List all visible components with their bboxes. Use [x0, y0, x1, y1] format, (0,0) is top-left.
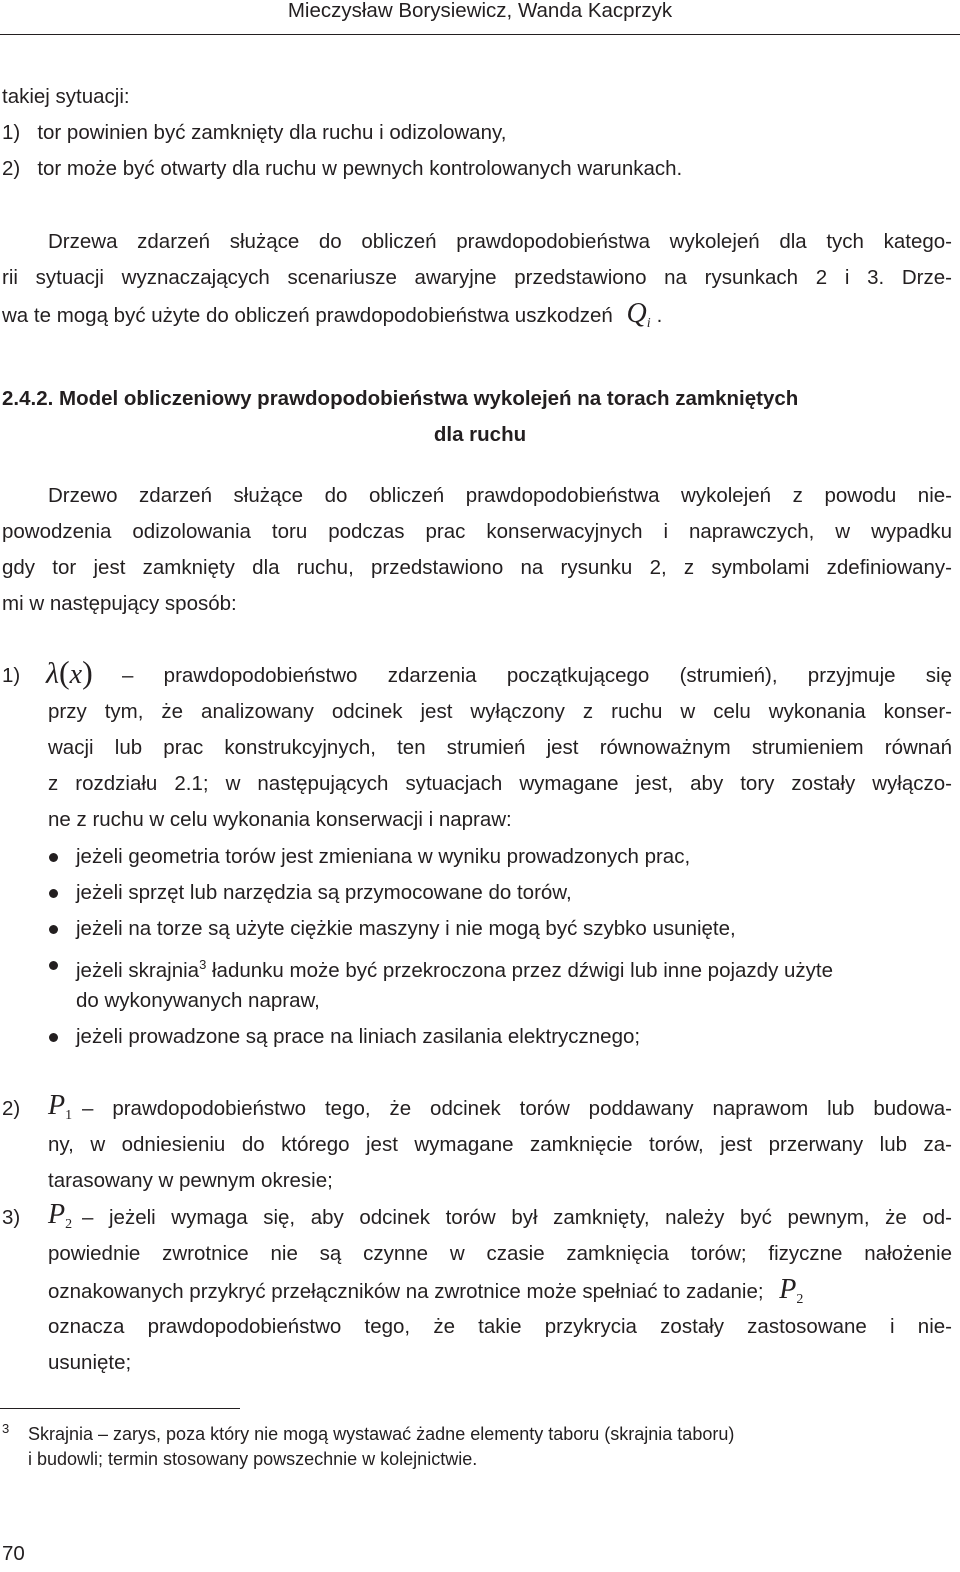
item1-number: 1)	[2, 664, 21, 687]
para2-line-1: Drzewo zdarzeń służące do obliczeń prawdopodobieństwa wykolejeń z powodu nie-	[48, 484, 952, 507]
math-q-subscript: i	[646, 316, 651, 331]
footnote-line-2: i budowli; termin stosowany powszechnie w kolejnictwie.	[28, 1449, 478, 1469]
math-p-subscript: 2	[65, 1217, 73, 1232]
math-paren-open: (	[59, 654, 70, 690]
item3-number: 3)	[2, 1206, 21, 1229]
math-p: P	[48, 1090, 66, 1121]
footnote-mark: 3	[2, 1421, 10, 1436]
item1-line-1: – prawdopodobieństwo zdarzenia początkującego (strumień), przyjmuje się	[122, 664, 952, 687]
math-p: P	[779, 1274, 797, 1305]
intro-line-2: 1) tor powinien być zamknięty dla ruchu i odizolowany,	[2, 121, 507, 144]
math-x: x	[69, 659, 83, 690]
footnote-reference: 3	[199, 957, 207, 972]
item3-line-5: usunięte;	[48, 1351, 132, 1374]
footnote-divider	[0, 1408, 240, 1409]
math-p-subscript: 1	[65, 1108, 73, 1123]
item1-line-2: przy tym, że analizowany odcinek jest wyłączony z ruchu w celu wykonania konser-	[48, 700, 952, 723]
item1-math	[46, 654, 93, 695]
bullet-item-4-text-rest: ładunku może być przekroczona przez dźwigi lub inne pojazdy użyte	[206, 959, 834, 982]
para1-line-3-text: wa te mogą być użyte do obliczeń prawdopodobieństwa uszkodzeń	[2, 304, 613, 327]
para2-line-4: mi w następujący sposób:	[2, 592, 237, 615]
math-paren-close: )	[82, 654, 93, 690]
math-lambda: λ	[46, 657, 59, 690]
bullet-item-4-text: jeżeli skrajnia	[76, 959, 200, 982]
bullet-dot	[49, 1033, 58, 1042]
section-title-line-2: dla ruchu	[433, 423, 527, 446]
bullet-item-4-continuation: do wykonywanych napraw,	[76, 989, 320, 1012]
item1-line-3: wacji lub prac konstrukcyjnych, ten strumień jest równoważnym strumieniem równań	[48, 736, 952, 759]
bullet-dot	[49, 925, 58, 934]
item2-number: 2)	[2, 1097, 21, 1120]
section-title-line-1: Model obliczeniowy prawdopodobieństwa wykolejeń na torach zamkniętych	[59, 387, 799, 410]
math-p: P	[48, 1199, 66, 1230]
running-header: Mieczysław Borysiewicz, Wanda Kacprzyk	[287, 0, 673, 22]
para1-period: .	[656, 304, 663, 327]
item3-line-3-text: oznakowanych przykryć przełączników na zwrotnice może spełniać to zadanie;	[48, 1280, 764, 1303]
item3-line-1: – jeżeli wymaga się, aby odcinek torów był zamknięty, należy być pewnym, że od-	[82, 1206, 952, 1229]
bullet-item-1: jeżeli geometria torów jest zmieniana w wyniku prowadzonych prac,	[76, 845, 691, 868]
item3-line-4: oznacza prawdopodobieństwo tego, że takie przykrycia zostały zastosowane i nie-	[48, 1315, 952, 1338]
math-q: Q	[626, 298, 647, 329]
bullet-item-5: jeżeli prowadzone są prace na liniach zasilania elektrycznego;	[76, 1025, 641, 1048]
intro-line-3: 2) tor może być otwarty dla ruchu w pewnych kontrolowanych warunkach.	[2, 157, 683, 180]
para1-line-1: Drzewa zdarzeń służące do obliczeń prawdopodobieństwa wykolejeń dla tych katego-	[48, 230, 952, 253]
para1-line-2: rii sytuacji wyznaczających scenariusze awaryjne przedstawiono na rysunkach 2 i 3. Drze-	[2, 266, 952, 289]
item1-line-5: ne z ruchu w celu wykonania konserwacji i napraw:	[48, 808, 512, 831]
bullet-item-2: jeżeli sprzęt lub narzędzia są przymocowane do torów,	[76, 881, 572, 904]
para1-line-3	[2, 296, 662, 342]
bullet-dot	[49, 853, 58, 862]
bullet-dot	[49, 889, 58, 898]
para2-line-2: powodzenia odizolowania toru podczas prac konserwacyjnych i naprawczych, w wypadku	[2, 520, 952, 543]
bullet-item-3: jeżeli na torze są użyte ciężkie maszyny i nie mogą być szybko usunięte,	[76, 917, 736, 940]
page-number: 70	[2, 1542, 25, 1565]
header-divider	[0, 34, 960, 35]
math-p-subscript: 2	[796, 1292, 804, 1307]
item2-line-3: tarasowany w pewnym okresie;	[48, 1169, 333, 1192]
intro-line-1: takiej sytuacji:	[2, 85, 130, 108]
item3-line-2: powiednie zwrotnice nie są czynne w czasie zamknięcia torów; fizyczne nałożenie	[48, 1242, 952, 1265]
item2-line-1: – prawdopodobieństwo tego, że odcinek torów poddawany naprawom lub budowa-	[82, 1097, 952, 1120]
footnote-line-1: Skrajnia – zarys, poza który nie mogą wystawać żadne elementy taboru (skrajnia taboru)	[28, 1424, 735, 1444]
section-heading	[2, 381, 798, 417]
bullet-dot	[49, 961, 58, 970]
para2-line-3: gdy tor jest zamknięty dla ruchu, przedstawiono na rysunku 2, z symbolami zdefiniowany-	[2, 556, 952, 579]
item2-line-2: ny, w odniesieniu do którego jest wymagane zamknięcie torów, jest przerwany lub za-	[48, 1133, 952, 1156]
section-number: 2.4.2.	[2, 387, 54, 410]
item1-line-4: z rozdziału 2.1; w następujących sytuacjach wymagane jest, aby tory zostały wyłączo-	[48, 772, 952, 795]
